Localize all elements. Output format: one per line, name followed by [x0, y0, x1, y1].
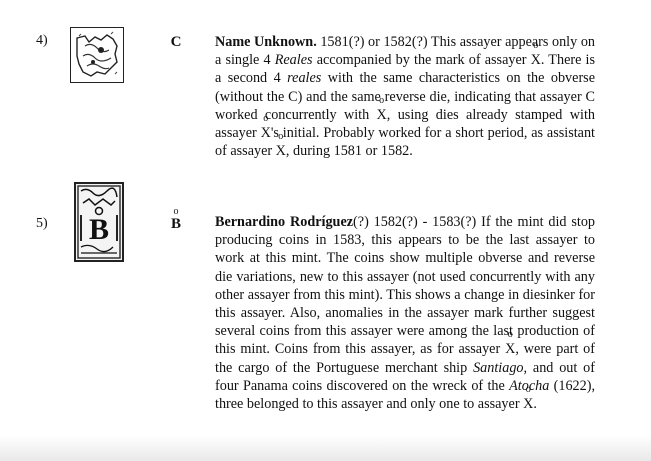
- assayer-x-mark: o X: [276, 142, 286, 160]
- coin-image-assayer-c: [70, 27, 124, 83]
- coin-icon: [71, 28, 123, 82]
- entry-number: 4): [36, 33, 48, 48]
- entry-text: Name Unknown. 1581(?) or 1582(?) This assayer appears only on a single 4 Reales accompanied by the mark of assayer o X. There is a second 4 reales with the same characteristics on the obverse (without the C) and the same reverse die, indicating that assayer C worked concurrently with o X, using dies already stamped with assayer o X's initial. Probably worked for a short period, as assistant of assayer o X, during 1581 or 1582.: [215, 33, 595, 160]
- coin-icon: [73, 181, 125, 263]
- assayer-name: Bernardino Rodríguez: [215, 214, 354, 230]
- assayer-name: Name Unknown.: [215, 34, 317, 50]
- entry-number: 5): [36, 216, 48, 231]
- assayer-x-mark: o X: [377, 106, 387, 124]
- assayer-mark: [168, 208, 184, 232]
- coin-image-assayer-b: [73, 181, 125, 263]
- assayer-mark-letter: B: [170, 216, 181, 232]
- assayer-mark-letter: C: [170, 34, 182, 50]
- assayer-mark: [168, 34, 184, 50]
- mark-ring: o: [173, 206, 179, 217]
- assayer-x-mark: o X: [505, 340, 515, 358]
- assayer-x-mark: o X: [261, 124, 271, 142]
- bottom-shadow: [0, 435, 651, 461]
- assayer-x-mark: o X: [523, 395, 533, 413]
- svg-text:B: B: [88, 213, 110, 246]
- entry-text: Bernardino Rodríguez(?) 1582(?) - 1583(?) If the mint did stop producing coins in 1583, this appears to be the last assayer to work at this mint. The coins show multiple obverse and reverse die variations, new to this assayer (not used concurrently with any other assayer from this mint). This shows a change in diesinker for this assayer. Also, anomalies in the assayer mark further suggest several coins from this assayer were among the last production of this mint. Coins from this assayer, as for assayer o X, were part of the cargo of the Portuguese merchant ship Santiago, and out of four Panama coins discovered on the wreck of the Atocha (1622), three belonged to this assayer and only one to assayer o X.: [215, 213, 595, 413]
- assayer-x-mark: o X: [531, 51, 541, 69]
